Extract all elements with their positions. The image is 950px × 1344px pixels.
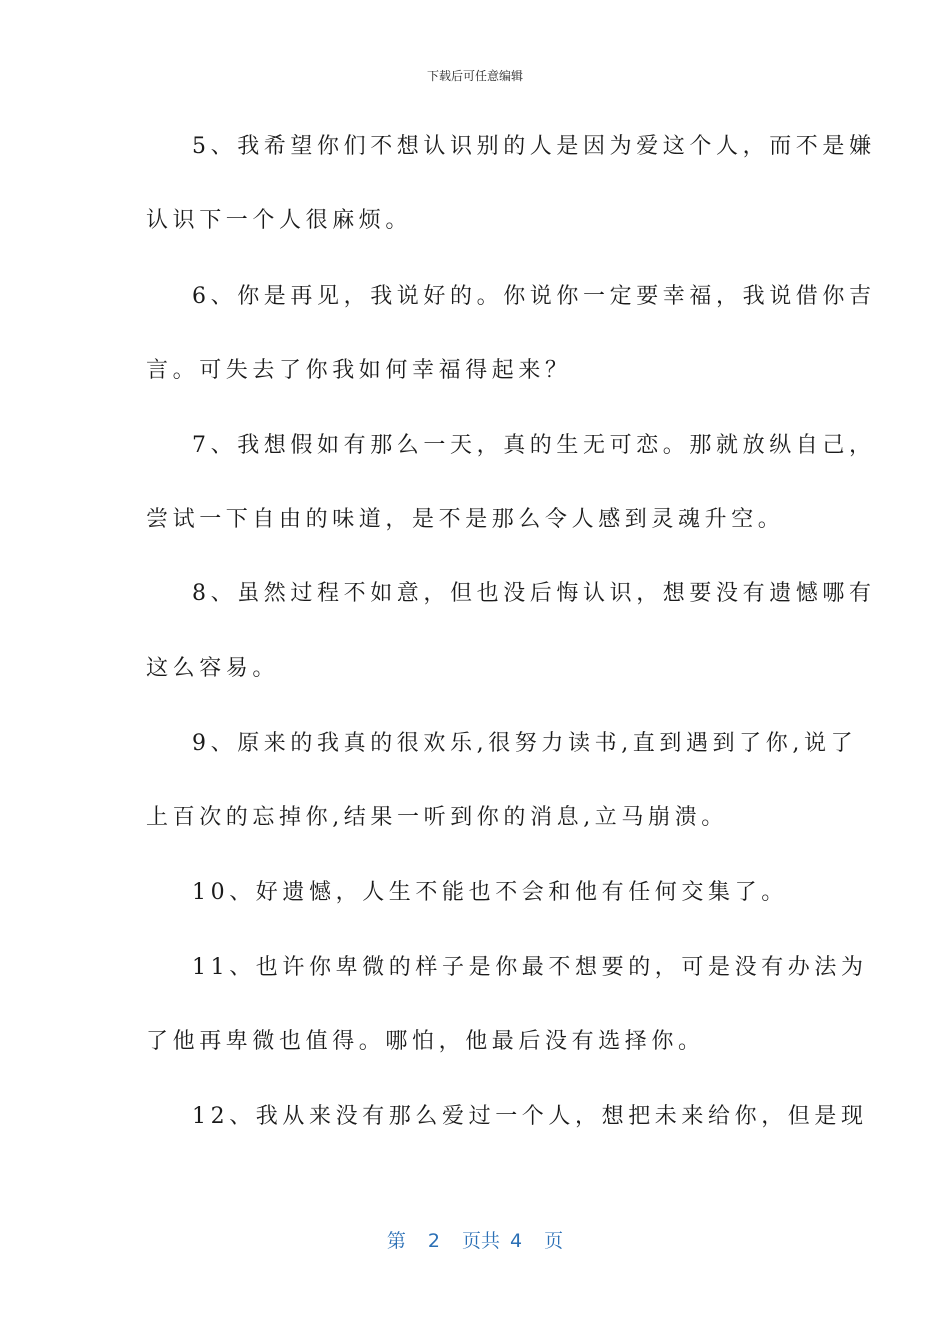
paragraph-line: 7、我想假如有那么一天，真的生无可恋。那就放纵自己， [192, 433, 876, 458]
paragraph-line: 认识下一个人很麻烦。 [146, 208, 413, 233]
paragraph-line: 6、你是再见，我说好的。你说你一定要幸福，我说借你吉 [192, 284, 876, 309]
page-prefix: 第 [386, 1230, 406, 1252]
page-suffix: 页 [544, 1230, 564, 1252]
paragraph-line: 11、也许你卑微的样子是你最不想要的，可是没有办法为 [192, 955, 868, 980]
paragraph-line: 12、我从来没有那么爱过一个人，想把未来给你，但是现 [192, 1104, 868, 1129]
page-number: 2 [427, 1230, 440, 1252]
paragraph-line: 8、虽然过程不如意，但也没后悔认识，想要没有遗憾哪有 [192, 581, 876, 606]
header-note: 下载后可任意编辑 [426, 69, 523, 83]
page-total: 4 [510, 1230, 523, 1252]
page-footer [0, 1226, 950, 1253]
paragraph-line: 上百次的忘掉你,结果一听到你的消息,立马崩溃。 [146, 805, 728, 830]
paragraph-line: 5、我希望你们不想认识别的人是因为爱这个人，而不是嫌 [192, 134, 876, 159]
paragraph-line: 尝试一下自由的味道，是不是那么令人感到灵魂升空。 [146, 507, 785, 532]
paragraph-line: 9、原来的我真的很欢乐,很努力读书,直到遇到了你,说了 [192, 731, 858, 756]
paragraph-line: 了他再卑微也值得。哪怕，他最后没有选择你。 [146, 1029, 705, 1054]
paragraph-line: 这么容易。 [146, 656, 280, 681]
page-mid: 页共 [461, 1230, 500, 1252]
paragraph-line: 言。可失去了你我如何幸福得起来？ [146, 358, 572, 383]
paragraph-line: 10、好遗憾，人生不能也不会和他有任何交集了。 [192, 880, 788, 905]
